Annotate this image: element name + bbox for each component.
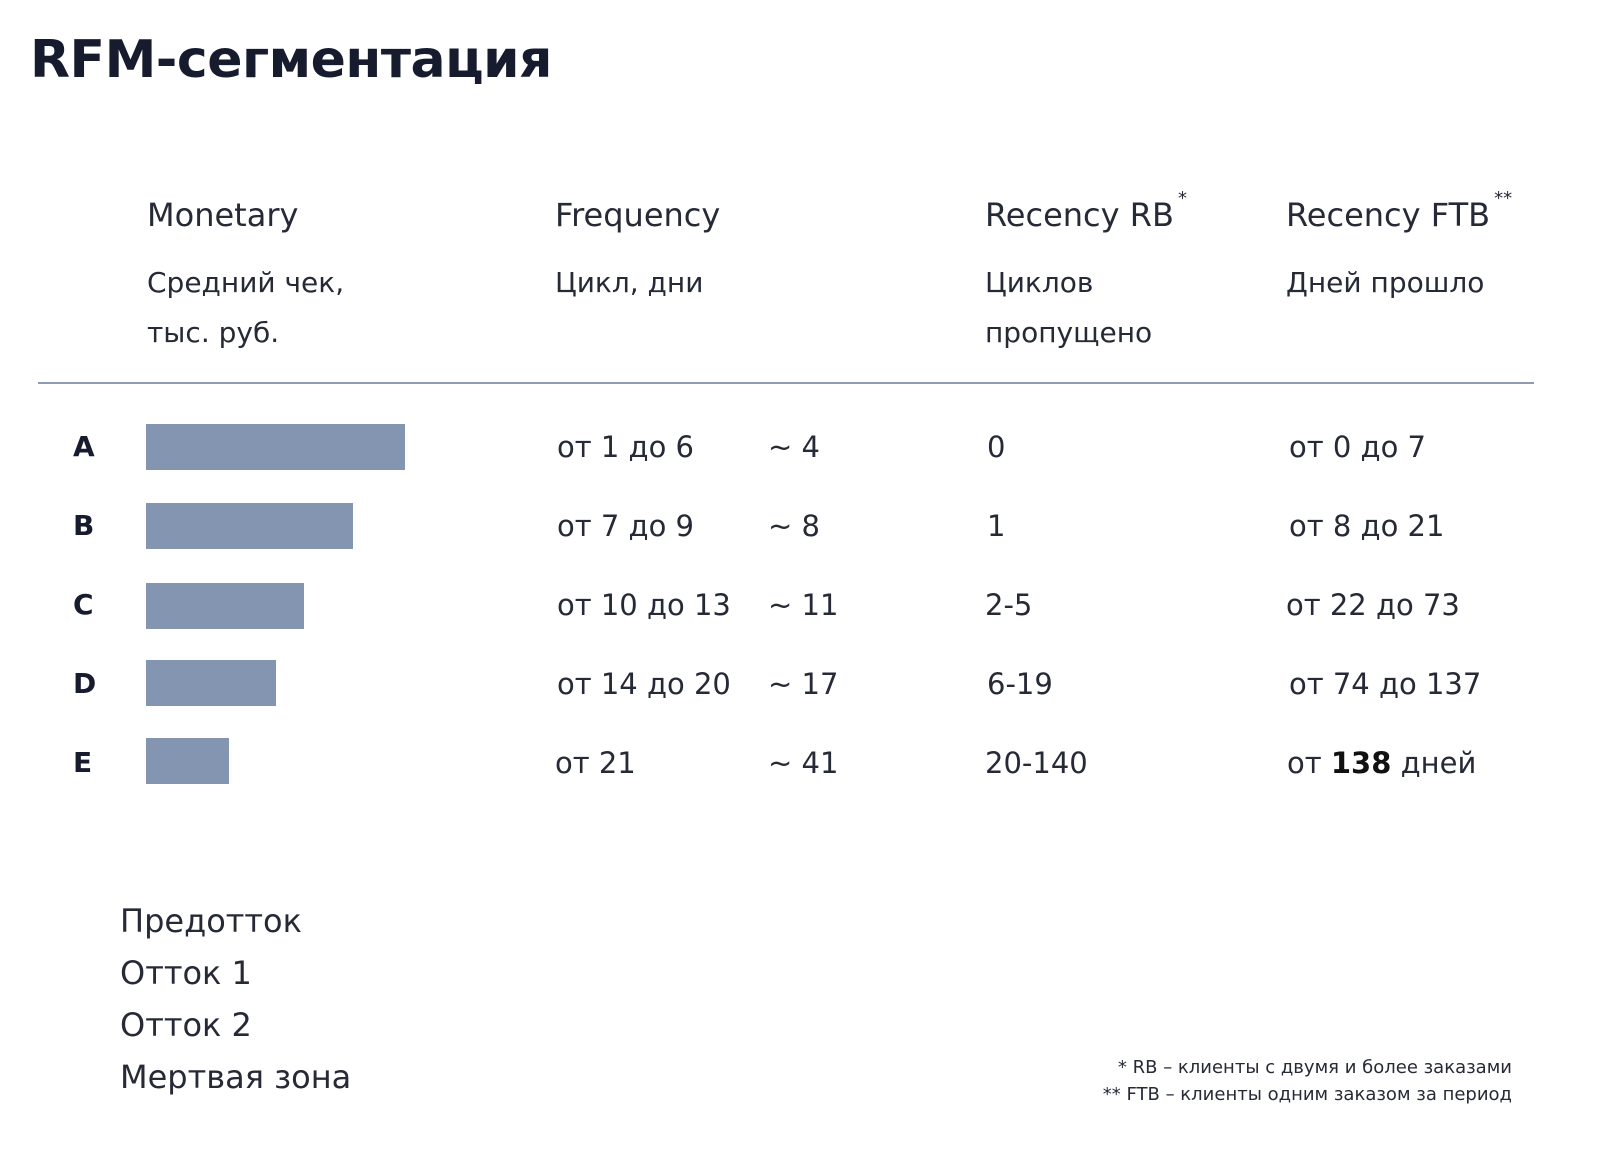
- rb-value-c: 2-5: [985, 588, 1033, 622]
- monetary-bar-c: [146, 583, 304, 629]
- footnote-ftb: ** FTB – клиенты одним заказом за период: [1102, 1084, 1512, 1105]
- legend-pre-churn: Предотток: [120, 902, 302, 940]
- subheader-recency-rb-line-2: пропущено: [985, 316, 1153, 349]
- monetary-bar-b: [146, 503, 353, 549]
- rb-value-a: 0: [987, 430, 1006, 464]
- header-monetary: [147, 196, 298, 234]
- header-frequency-title: Frequency: [555, 196, 721, 234]
- ftb-value-c: от 22 до 73: [1286, 588, 1460, 622]
- freq-avg-a: ~ 4: [768, 430, 820, 464]
- header-divider: [38, 382, 1534, 384]
- freq-range-b: от 7 до 9: [557, 509, 694, 543]
- page-title: RFM-сегментация: [30, 30, 552, 90]
- legend-churn-2: Отток 2: [120, 1006, 252, 1044]
- header-recency-rb: [985, 188, 1187, 234]
- ftb-value-e-prefix: от: [1287, 746, 1322, 780]
- freq-avg-c: ~ 11: [768, 588, 839, 622]
- freq-range-e: от 21: [555, 746, 636, 780]
- rb-value-e: 20-140: [985, 746, 1088, 780]
- row-letter-c: C: [73, 588, 94, 621]
- header-recency-rb-title: Recency RB: [985, 196, 1174, 234]
- ftb-value-a: от 0 до 7: [1289, 430, 1426, 464]
- freq-range-c: от 10 до 13: [557, 588, 731, 622]
- ftb-value-d: от 74 до 137: [1289, 667, 1482, 701]
- subheader-frequency: [555, 258, 703, 308]
- freq-avg-e: ~ 41: [768, 746, 839, 780]
- subheader-recency-rb: [985, 258, 1152, 358]
- subheader-monetary-line-2: тыс. руб.: [147, 316, 280, 349]
- ftb-value-b: от 8 до 21: [1289, 509, 1445, 543]
- header-recency-ftb-title: Recency FTB: [1286, 196, 1491, 234]
- ftb-value-e-suffix: дней: [1400, 746, 1477, 780]
- freq-avg-d: ~ 17: [768, 667, 839, 701]
- legend-churn-1: Отток 1: [120, 954, 252, 992]
- freq-range-a: от 1 до 6: [557, 430, 694, 464]
- row-letter-b: B: [73, 509, 95, 542]
- freq-avg-b: ~ 8: [768, 509, 820, 543]
- rb-value-d: 6-19: [987, 667, 1053, 701]
- monetary-bar-a: [146, 424, 405, 470]
- ftb-value-e: [1287, 746, 1476, 780]
- subheader-frequency-line-1: Цикл, дни: [555, 266, 704, 299]
- header-recency-ftb-mark: **: [1494, 188, 1513, 209]
- monetary-bar-e: [146, 738, 229, 784]
- header-monetary-title: Monetary: [147, 196, 299, 234]
- header-recency-ftb: [1286, 188, 1513, 234]
- subheader-monetary-line-1: Средний чек,: [147, 266, 345, 299]
- freq-range-d: от 14 до 20: [557, 667, 731, 701]
- header-recency-rb-mark: *: [1177, 188, 1187, 209]
- legend-dead-zone: Мертвая зона: [120, 1058, 352, 1096]
- subheader-recency-ftb-line-1: Дней прошло: [1286, 266, 1485, 299]
- subheader-recency-rb-line-1: Циклов: [985, 266, 1094, 299]
- row-letter-e: E: [73, 746, 93, 779]
- subheader-monetary: [147, 258, 344, 358]
- row-letter-d: D: [73, 667, 97, 700]
- footnote-rb: * RB – клиенты с двумя и более заказами: [1117, 1057, 1512, 1078]
- ftb-value-e-number: 138: [1330, 746, 1392, 780]
- header-frequency: [555, 196, 720, 234]
- monetary-bar-d: [146, 660, 276, 706]
- rb-value-b: 1: [987, 509, 1006, 543]
- row-letter-a: A: [73, 430, 95, 463]
- subheader-recency-ftb: [1286, 258, 1484, 308]
